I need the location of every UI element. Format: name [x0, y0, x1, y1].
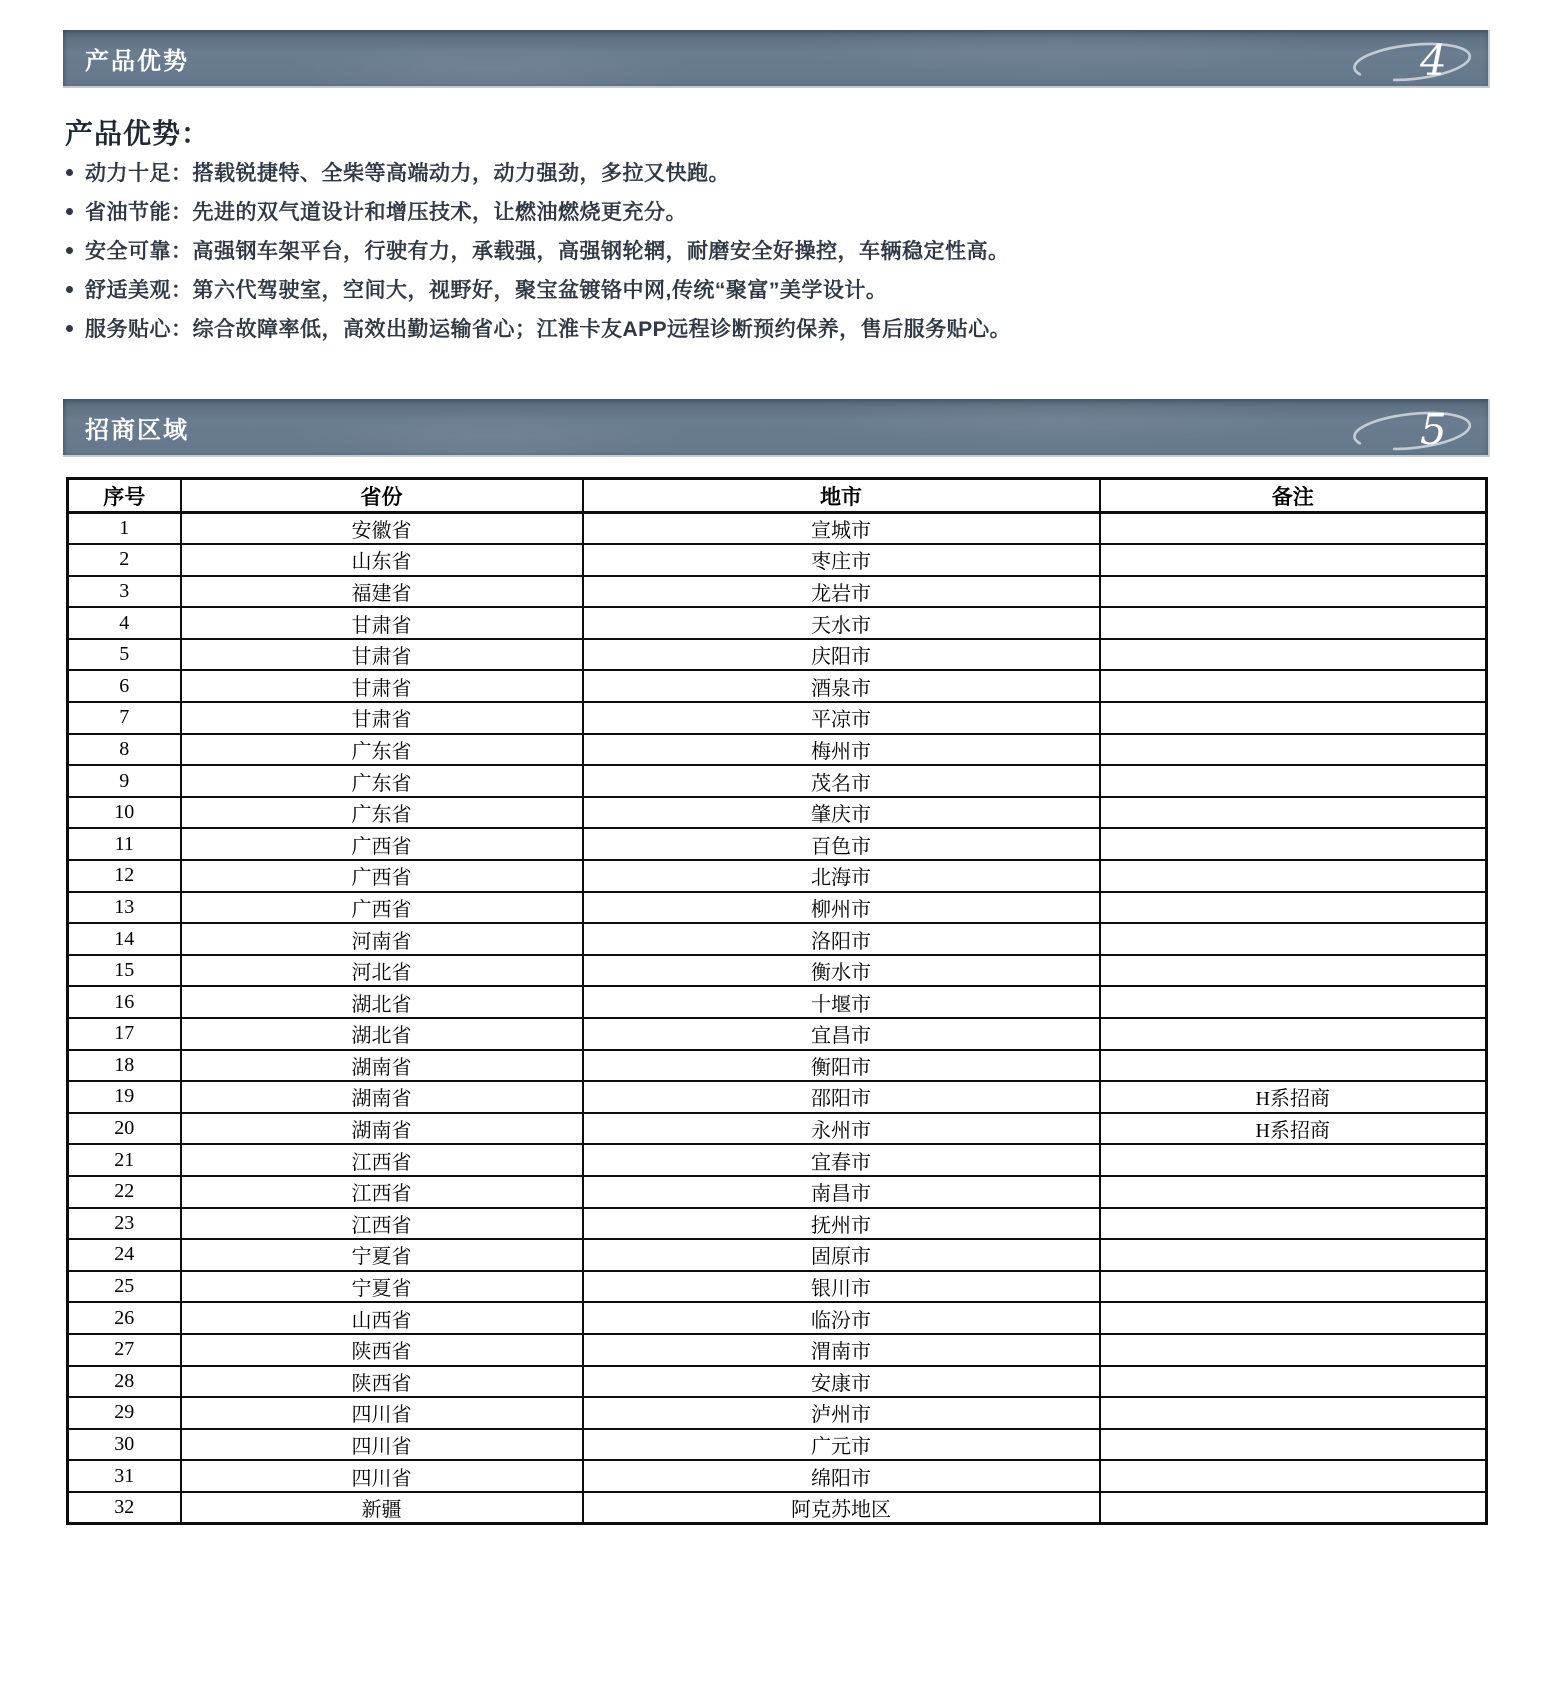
table-row [68, 986, 1487, 1018]
bullet-dot-icon [66, 286, 73, 293]
table-row [68, 1018, 1487, 1050]
cell-remark [1100, 1334, 1487, 1366]
cell-city: 北海市 [583, 860, 1100, 892]
cell-index: 22 [68, 1176, 181, 1208]
cell-index: 15 [68, 955, 181, 987]
section-title: 招商区域 [85, 416, 189, 444]
cell-index: 16 [68, 986, 181, 1018]
cell-city: 平凉市 [583, 702, 1100, 734]
advantage-label: 安全可靠： [85, 240, 193, 263]
cell-province: 河南省 [181, 923, 583, 955]
advantage-text: 第六代驾驶室，空间大，视野好，聚宝盆镀铬中网,传统“聚富”美学设计。 [192, 279, 888, 302]
cell-city: 龙岩市 [583, 576, 1100, 608]
cell-province: 广西省 [181, 828, 583, 860]
cell-province: 福建省 [181, 576, 583, 608]
cell-index: 32 [68, 1492, 181, 1524]
cell-remark [1100, 955, 1487, 987]
table-row [68, 1302, 1487, 1334]
column-header-remark: 备注 [1100, 479, 1487, 513]
cell-remark [1100, 923, 1487, 955]
cell-province: 广西省 [181, 860, 583, 892]
table-row [68, 828, 1487, 860]
hand-drawn-ellipse-icon [1353, 408, 1472, 454]
cell-city: 洛阳市 [583, 923, 1100, 955]
table-row [68, 955, 1487, 987]
cell-province: 广东省 [181, 765, 583, 797]
cell-province: 宁夏省 [181, 1239, 583, 1271]
cell-index: 17 [68, 1018, 181, 1050]
table-row [68, 1081, 1487, 1113]
table-row [68, 1208, 1487, 1240]
cell-remark [1100, 1050, 1487, 1082]
cell-city: 临汾市 [583, 1302, 1100, 1334]
advantage-text: 综合故障率低，高效出勤运输省心；江淮卡友APP远程诊断预约保养，售后服务贴心。 [192, 318, 1012, 341]
cell-province: 广东省 [181, 734, 583, 766]
cell-remark [1100, 513, 1487, 545]
cell-remark [1100, 1176, 1487, 1208]
bullet-dot-icon [66, 169, 73, 176]
cell-province: 甘肃省 [181, 670, 583, 702]
cell-index: 2 [68, 544, 181, 576]
cell-province: 江西省 [181, 1176, 583, 1208]
table-row [68, 544, 1487, 576]
cell-province: 广西省 [181, 892, 583, 924]
cell-remark [1100, 892, 1487, 924]
table-row [68, 1113, 1487, 1145]
cell-remark [1100, 639, 1487, 671]
page-number-text: 4 [1420, 36, 1447, 85]
cell-index: 1 [68, 513, 181, 545]
cell-remark [1100, 828, 1487, 860]
table-row [68, 797, 1487, 829]
table-row [68, 1144, 1487, 1176]
page-number-badge [1346, 33, 1482, 85]
column-header-city: 地市 [583, 479, 1100, 513]
cell-province: 陕西省 [181, 1366, 583, 1398]
cell-city: 宜昌市 [583, 1018, 1100, 1050]
cell-city: 衡水市 [583, 955, 1100, 987]
cell-remark [1100, 670, 1487, 702]
cell-remark [1100, 1239, 1487, 1271]
cell-city: 肇庆市 [583, 797, 1100, 829]
table-row [68, 1397, 1487, 1429]
cell-index: 5 [68, 639, 181, 671]
region-table [66, 477, 1488, 1525]
cell-city: 梅州市 [583, 734, 1100, 766]
advantage-text: 先进的双气道设计和增压技术，让燃油燃烧更充分。 [192, 201, 687, 224]
cell-city: 枣庄市 [583, 544, 1100, 576]
cell-remark [1100, 702, 1487, 734]
cell-index: 7 [68, 702, 181, 734]
table-row [68, 1334, 1487, 1366]
cell-province: 山西省 [181, 1302, 583, 1334]
cell-province: 四川省 [181, 1429, 583, 1461]
section-title: 产品优势 [85, 47, 189, 75]
table-row [68, 892, 1487, 924]
table-header-row [68, 479, 1487, 513]
advantage-text: 高强钢车架平台，行驶有力，承载强，高强钢轮辋，耐磨安全好操控，车辆稳定性高。 [192, 240, 1010, 263]
table-row [68, 639, 1487, 671]
cell-province: 陕西省 [181, 1334, 583, 1366]
region-table-body [68, 513, 1487, 1524]
cell-index: 28 [68, 1366, 181, 1398]
cell-city: 宣城市 [583, 513, 1100, 545]
cell-remark [1100, 576, 1487, 608]
cell-remark [1100, 1397, 1487, 1429]
table-row [68, 1366, 1487, 1398]
cell-remark [1100, 1302, 1487, 1334]
cell-index: 4 [68, 607, 181, 639]
cell-city: 酒泉市 [583, 670, 1100, 702]
cell-province: 江西省 [181, 1144, 583, 1176]
cell-province: 湖南省 [181, 1081, 583, 1113]
hand-drawn-ellipse-icon [1353, 39, 1472, 85]
cell-city: 南昌市 [583, 1176, 1100, 1208]
cell-city: 阿克苏地区 [583, 1492, 1100, 1524]
cell-province: 新疆 [181, 1492, 583, 1524]
cell-city: 广元市 [583, 1429, 1100, 1461]
page-number-text: 5 [1420, 405, 1447, 454]
cell-remark [1100, 1208, 1487, 1240]
table-row [68, 1239, 1487, 1271]
table-row [68, 1176, 1487, 1208]
cell-city: 宜春市 [583, 1144, 1100, 1176]
cell-city: 永州市 [583, 1113, 1100, 1145]
cell-index: 27 [68, 1334, 181, 1366]
advantage-label: 舒适美观： [85, 279, 193, 302]
cell-index: 9 [68, 765, 181, 797]
cell-city: 柳州市 [583, 892, 1100, 924]
cell-province: 四川省 [181, 1460, 583, 1492]
cell-index: 20 [68, 1113, 181, 1145]
column-header-province: 省份 [181, 479, 583, 513]
cell-remark [1100, 765, 1487, 797]
cell-index: 19 [68, 1081, 181, 1113]
cell-remark [1100, 986, 1487, 1018]
cell-remark [1100, 734, 1487, 766]
bullet-dot-icon [66, 325, 73, 332]
cell-province: 湖北省 [181, 986, 583, 1018]
cell-city: 茂名市 [583, 765, 1100, 797]
table-row [68, 1429, 1487, 1461]
cell-index: 12 [68, 860, 181, 892]
section-banner-product-advantages [63, 30, 1490, 88]
cell-province: 广东省 [181, 797, 583, 829]
advantages-heading: 产品优势： [65, 118, 211, 149]
cell-index: 21 [68, 1144, 181, 1176]
cell-index: 26 [68, 1302, 181, 1334]
cell-city: 百色市 [583, 828, 1100, 860]
region-table-container [66, 477, 1548, 1525]
cell-index: 25 [68, 1271, 181, 1303]
cell-province: 宁夏省 [181, 1271, 583, 1303]
table-row [68, 670, 1487, 702]
table-row [68, 765, 1487, 797]
cell-index: 11 [68, 828, 181, 860]
cell-city: 银川市 [583, 1271, 1100, 1303]
advantage-item [66, 240, 1548, 264]
cell-city: 庆阳市 [583, 639, 1100, 671]
cell-city: 渭南市 [583, 1334, 1100, 1366]
cell-index: 24 [68, 1239, 181, 1271]
cell-city: 安康市 [583, 1366, 1100, 1398]
cell-index: 18 [68, 1050, 181, 1082]
advantage-item [66, 318, 1548, 342]
advantage-item [66, 201, 1548, 225]
cell-province: 江西省 [181, 1208, 583, 1240]
cell-remark: H系招商 [1100, 1113, 1487, 1145]
cell-index: 10 [68, 797, 181, 829]
cell-remark [1100, 1460, 1487, 1492]
cell-remark [1100, 1271, 1487, 1303]
cell-index: 8 [68, 734, 181, 766]
cell-index: 6 [68, 670, 181, 702]
cell-city: 绵阳市 [583, 1460, 1100, 1492]
cell-city: 泸州市 [583, 1397, 1100, 1429]
cell-province: 湖北省 [181, 1018, 583, 1050]
cell-remark [1100, 860, 1487, 892]
cell-city: 抚州市 [583, 1208, 1100, 1240]
table-row [68, 702, 1487, 734]
cell-city: 邵阳市 [583, 1081, 1100, 1113]
cell-city: 衡阳市 [583, 1050, 1100, 1082]
table-row [68, 923, 1487, 955]
cell-remark [1100, 544, 1487, 576]
table-row [68, 734, 1487, 766]
cell-province: 甘肃省 [181, 607, 583, 639]
advantage-label: 省油节能： [85, 201, 193, 224]
advantage-item [66, 279, 1548, 303]
cell-city: 固原市 [583, 1239, 1100, 1271]
cell-province: 湖南省 [181, 1050, 583, 1082]
cell-remark [1100, 797, 1487, 829]
cell-index: 13 [68, 892, 181, 924]
section-banner-investment-regions [63, 399, 1490, 457]
table-row [68, 860, 1487, 892]
cell-remark [1100, 1429, 1487, 1461]
cell-index: 23 [68, 1208, 181, 1240]
table-row [68, 513, 1487, 545]
bullet-dot-icon [66, 247, 73, 254]
table-row [68, 1271, 1487, 1303]
cell-remark [1100, 1492, 1487, 1524]
cell-province: 四川省 [181, 1397, 583, 1429]
cell-index: 3 [68, 576, 181, 608]
cell-index: 30 [68, 1429, 181, 1461]
table-row [68, 576, 1487, 608]
cell-province: 河北省 [181, 955, 583, 987]
cell-remark: H系招商 [1100, 1081, 1487, 1113]
cell-city: 天水市 [583, 607, 1100, 639]
cell-remark [1100, 607, 1487, 639]
advantage-item [66, 162, 1548, 186]
table-row [68, 1460, 1487, 1492]
advantages-list [66, 162, 1548, 342]
cell-remark [1100, 1144, 1487, 1176]
advantage-label: 服务贴心： [85, 318, 193, 341]
cell-remark [1100, 1018, 1487, 1050]
cell-index: 29 [68, 1397, 181, 1429]
cell-province: 甘肃省 [181, 702, 583, 734]
document-page [0, 30, 1548, 1701]
advantage-text: 搭载锐捷特、全柴等高端动力，动力强劲，多拉又快跑。 [192, 162, 730, 185]
cell-province: 安徽省 [181, 513, 583, 545]
cell-province: 甘肃省 [181, 639, 583, 671]
page-number-badge [1346, 402, 1482, 454]
table-row [68, 607, 1487, 639]
table-row [68, 1050, 1487, 1082]
column-header-index: 序号 [68, 479, 181, 513]
cell-province: 山东省 [181, 544, 583, 576]
table-row [68, 1492, 1487, 1524]
advantage-label: 动力十足： [85, 162, 193, 185]
cell-province: 湖南省 [181, 1113, 583, 1145]
cell-index: 14 [68, 923, 181, 955]
bullet-dot-icon [66, 208, 73, 215]
cell-index: 31 [68, 1460, 181, 1492]
cell-city: 十堰市 [583, 986, 1100, 1018]
cell-remark [1100, 1366, 1487, 1398]
